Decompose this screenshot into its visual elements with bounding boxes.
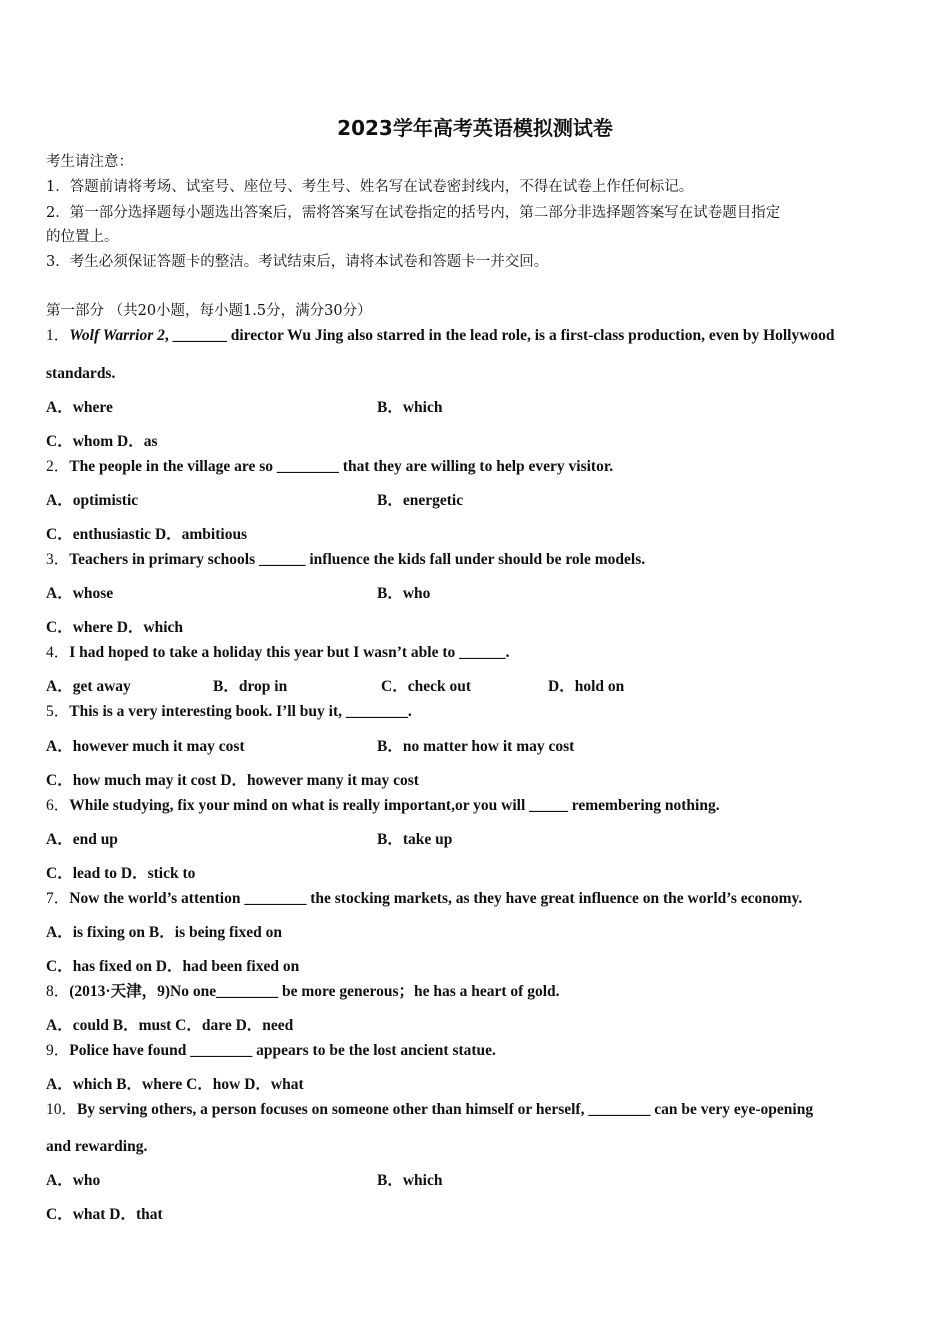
option-ab[interactable]: A．is fixing on B．is being fixed on <box>46 924 282 941</box>
page-title: 2023学年高考英语模拟测试卷 <box>337 116 613 140</box>
option-cd[interactable]: C．what D．that <box>46 1206 163 1223</box>
option-a[interactable]: A．end up <box>46 831 118 848</box>
option-b[interactable]: B．who <box>377 585 431 602</box>
question-stem: (2013·天津，9)No one________ be more generous；he has a heart of gold. <box>69 983 560 1000</box>
option-c[interactable]: C．check out <box>381 678 471 695</box>
option-b[interactable]: B．no matter how it may cost <box>377 738 575 755</box>
question-9 <box>46 1041 496 1061</box>
movie-title: Wolf Warrior 2 <box>69 327 165 344</box>
notice-item-2-cont: 的位置上。 <box>46 229 119 245</box>
question-number: 6． <box>46 797 70 814</box>
question-3 <box>46 550 645 570</box>
option-cd[interactable]: C．where D．which <box>46 619 184 636</box>
question-number: 3． <box>46 551 70 568</box>
notice-heading: 考生请注意： <box>46 154 133 170</box>
option-b[interactable]: B．drop in <box>213 678 288 695</box>
option-a[interactable]: A．however much it may cost <box>46 738 245 755</box>
question-number: 9． <box>46 1042 70 1059</box>
question-5 <box>46 702 412 722</box>
question-6 <box>46 796 720 816</box>
question-stem: The people in the village are so ________ that they are willing to help every visitor. <box>69 458 614 475</box>
section-heading: 第一部分 （共20小题，每小题1.5分，满分30分） <box>46 303 372 319</box>
notice-item-2: 2．第一部分选择题每小题选出答案后，需将答案写在试卷指定的括号内，第二部分非选择题答案写在试卷题目指定 <box>46 205 781 221</box>
question-1 <box>46 326 835 346</box>
question-10-cont: and rewarding. <box>46 1138 148 1155</box>
question-7 <box>46 889 802 909</box>
option-a[interactable]: A．who <box>46 1172 101 1189</box>
option-cd[interactable]: C．lead to D．stick to <box>46 865 196 882</box>
option-b[interactable]: B．which <box>377 1172 443 1189</box>
option-b[interactable]: B．energetic <box>377 492 464 509</box>
option-a[interactable]: A．get away <box>46 678 131 695</box>
option-a[interactable]: A．where <box>46 399 113 416</box>
question-number: 10． <box>46 1101 78 1118</box>
question-8 <box>46 982 560 1002</box>
question-4 <box>46 643 510 663</box>
question-stem: I had hoped to take a holiday this year but I wasn’t able to ______. <box>69 644 510 661</box>
option-b[interactable]: B．take up <box>377 831 453 848</box>
option-cd[interactable]: C．whom D．as <box>46 433 158 450</box>
notice-item-3: 3．考生必须保证答题卡的整洁。考试结束后，请将本试卷和答题卡一并交回。 <box>46 254 549 270</box>
question-stem: This is a very interesting book. I’ll buy it, ________. <box>69 703 412 720</box>
question-number: 7． <box>46 890 70 907</box>
option-abcd[interactable]: A．which B．where C．how D．what <box>46 1076 304 1093</box>
option-abcd[interactable]: A．could B．must C．dare D．need <box>46 1017 294 1034</box>
question-number: 2． <box>46 458 70 475</box>
option-cd[interactable]: C．has fixed on D．had been fixed on <box>46 958 300 975</box>
question-stem: Now the world’s attention ________ the stocking markets, as they have great influence on the world’s economy. <box>69 890 803 907</box>
notice-item-1: 1．答题前请将考场、试室号、座位号、考生号、姓名写在试卷密封线内，不得在试卷上作任何标记。 <box>46 179 694 195</box>
question-stem: While studying, fix your mind on what is really important,or you will _____ remembering nothing. <box>69 797 720 814</box>
question-stem: By serving others, a person focuses on someone other than himself or herself, ________ can be very eye-opening <box>77 1101 814 1118</box>
option-b[interactable]: B．which <box>377 399 443 416</box>
question-2 <box>46 457 613 477</box>
option-d[interactable]: D．hold on <box>548 678 625 695</box>
option-cd[interactable]: C．how much may it cost D．however many it may cost <box>46 772 419 789</box>
option-a[interactable]: A．whose <box>46 585 114 602</box>
question-number: 5． <box>46 703 70 720</box>
option-a[interactable]: A．optimistic <box>46 492 139 509</box>
option-cd[interactable]: C．enthusiastic D．ambitious <box>46 526 248 543</box>
question-10 <box>46 1100 813 1120</box>
question-stem: Police have found ________ appears to be the lost ancient statue. <box>69 1042 496 1059</box>
question-stem: Teachers in primary schools ______ influence the kids fall under should be role models. <box>69 551 646 568</box>
question-number: 8． <box>46 983 70 1000</box>
question-number: 1． <box>46 327 70 344</box>
question-1-cont: standards. <box>46 365 116 382</box>
question-number: 4． <box>46 644 70 661</box>
question-stem: , _______ director Wu Jing also starred in the lead role, is a first-class production, even by Hollywood <box>164 327 835 344</box>
